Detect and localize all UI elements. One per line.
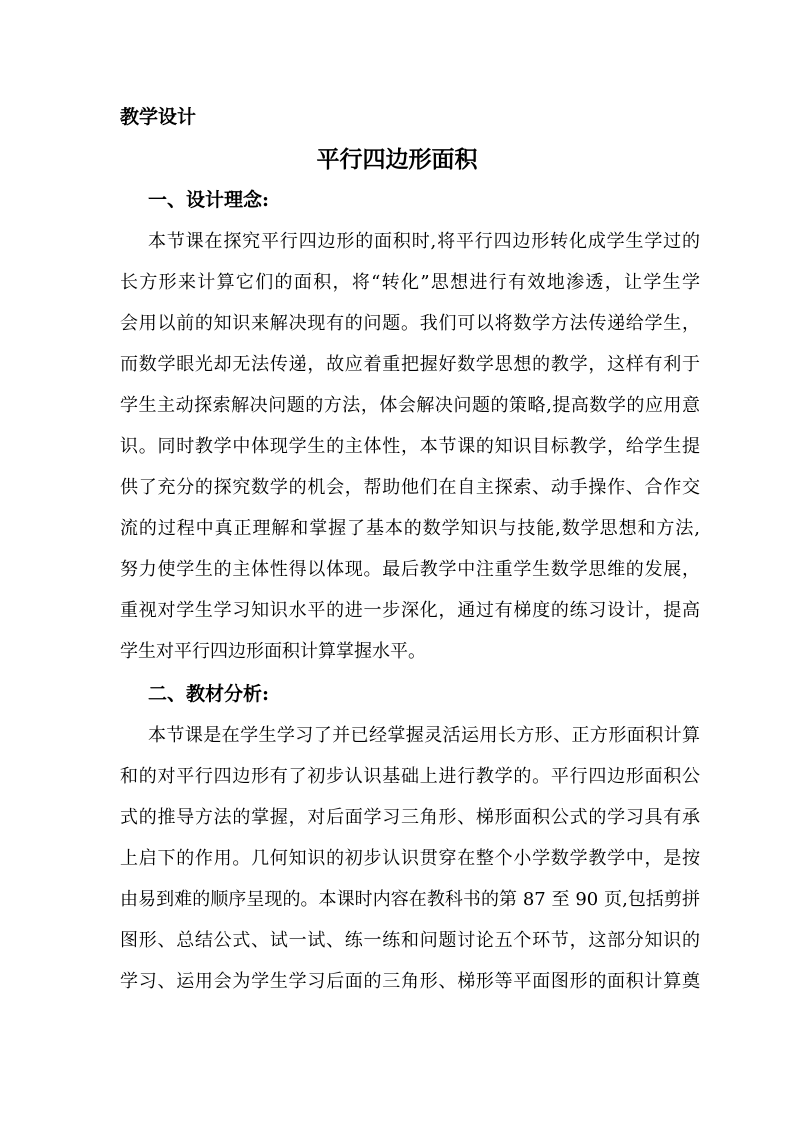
paragraph-line: 由易到难的顺序呈现的。本课时内容在教科书的第 87 至 90 页,包括剪拼 xyxy=(120,889,700,910)
paragraph-line: 学生对平行四边形面积计算掌握水平。 xyxy=(120,641,426,662)
paragraph-line: 学习、运用会为学生学习后面的三角形、梯形等平面图形的面积计算奠 xyxy=(120,971,700,992)
paragraph-line: 和的对平行四边形有了初步认识基础上进行教学的。平行四边形面积公 xyxy=(120,766,700,787)
paragraph-line: 长方形来计算它们的面积，将“转化”思想进行有效地渗透，让学生学 xyxy=(120,272,700,293)
section-heading-textbook-analysis: 二、教材分析: xyxy=(148,683,270,705)
paragraph-line: 重视对学生学习知识水平的进一步深化，通过有梯度的练习设计，提高 xyxy=(120,600,700,621)
paragraph-line: 上启下的作用。几何知识的初步认识贯穿在整个小学数学教学中，是按 xyxy=(120,848,700,869)
document-title: 平行四边形面积 xyxy=(316,146,478,173)
paragraph-line: 式的推导方法的掌握，对后面学习三角形、梯形面积公式的学习具有承 xyxy=(120,807,700,828)
paragraph-line: 会用以前的知识来解决现有的问题。我们可以将数学方法传递给学生， xyxy=(120,313,700,334)
section-heading-design-concept: 一、设计理念: xyxy=(148,189,270,211)
paragraph-line: 学生主动探索解决问题的方法，体会解决问题的策略,提高数学的应用意 xyxy=(120,395,700,416)
paragraph-line: 努力使学生的主体性得以体现。最后教学中注重学生数学思维的发展， xyxy=(120,559,700,580)
paragraph-line: 识。同时教学中体现学生的主体性，本节课的知识目标教学，给学生提 xyxy=(120,436,700,457)
paragraph-line: 而数学眼光却无法传递，故应着重把握好数学思想的教学，这样有利于 xyxy=(120,354,700,375)
document-type-label: 教学设计 xyxy=(120,106,197,128)
paragraph-line: 本节课在探究平行四边形的面积时,将平行四边形转化成学生学过的 xyxy=(148,231,700,252)
paragraph-line: 本节课是在学生学习了并已经掌握灵活运用长方形、正方形面积计算 xyxy=(148,725,700,746)
paragraph-line: 流的过程中真正理解和掌握了基本的数学知识与技能,数学思想和方法, xyxy=(120,518,700,539)
paragraph-line: 图形、总结公式、试一试、练一练和问题讨论五个环节，这部分知识的 xyxy=(120,930,700,951)
paragraph-line: 供了充分的探究数学的机会，帮助他们在自主探索、动手操作、合作交 xyxy=(120,477,700,498)
